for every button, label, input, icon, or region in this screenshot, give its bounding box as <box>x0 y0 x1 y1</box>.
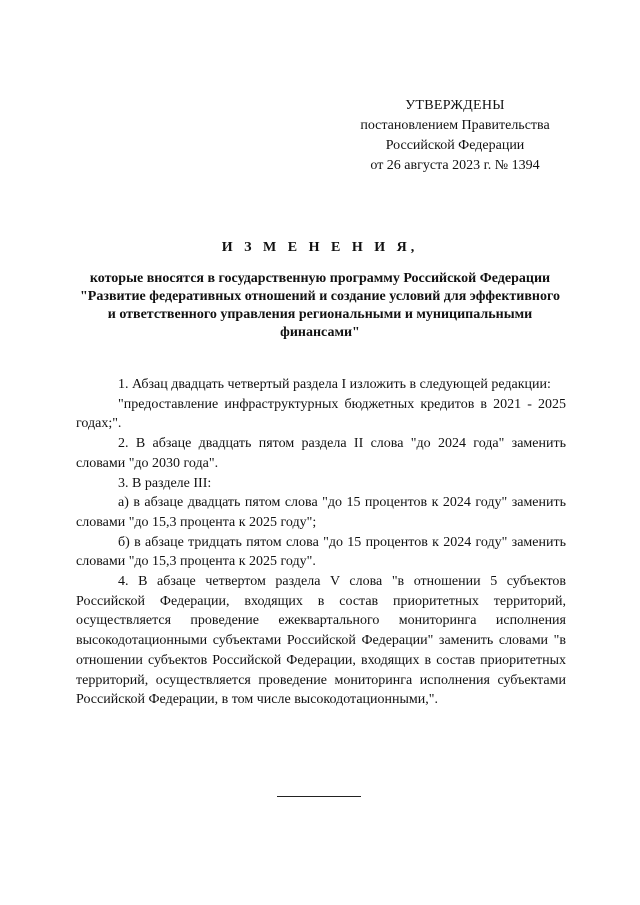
paragraph-3: 3. В разделе III: <box>118 475 212 491</box>
paragraph-4: 4. В абзаце четвертом раздела V слова "в отношении 5 субъектов Российской Федерации, входящих в состав приоритетных территорий, осуществляется проведение ежеквартального мониторинга исполнения высокодотационными субъектами Российской Федерации" заменить словами "в отношении субъектов Российской Федерации, входящих в состав приоритетных территорий, осуществляется проведение мониторинга исполнения субъектами Российской Федерации, в том числе высокодотационными,". <box>76 574 566 708</box>
approval-block <box>355 96 555 176</box>
paragraph-3a: а) в абзаце двадцать пятом слова "до 15 процентов к 2024 году" заменить словами "до 15,3 процента к 2025 году"; <box>76 495 566 530</box>
approval-title: УТВЕРЖДЕНЫ <box>405 98 505 113</box>
document-body <box>76 375 566 710</box>
paragraph-1: 1. Абзац двадцать четвертый раздела I изложить в следующей редакции: <box>118 377 551 392</box>
paragraph-1-quote: "предоставление инфраструктурных бюджетных кредитов в 2021 - 2025 годах;". <box>76 396 566 432</box>
approval-line-2: Российской Федерации <box>385 138 525 153</box>
paragraph-3b: б) в абзаце тридцать пятом слова "до 15 процентов к 2024 году" заменить словами "до 15,3 процента к 2025 году". <box>76 534 566 570</box>
approval-line-1: постановлением Правительства <box>360 118 550 133</box>
paragraph-2: 2. В абзаце двадцать пятом раздела II слова "до 2024 года" заменить словами "до 2030 года". <box>76 436 566 471</box>
heading-title: И З М Е Н Е Н И Я, <box>221 240 419 255</box>
document-heading <box>80 240 560 342</box>
end-separator-line <box>277 796 361 797</box>
heading-subtitle: которые вносятся в государственную программу Российской Федерации "Развитие федеративных отношений и создание условий для эффективного и ответственного управления региональными и муниципальными финансами" <box>80 271 560 340</box>
approval-line-3: от 26 августа 2023 г. № 1394 <box>370 158 540 173</box>
